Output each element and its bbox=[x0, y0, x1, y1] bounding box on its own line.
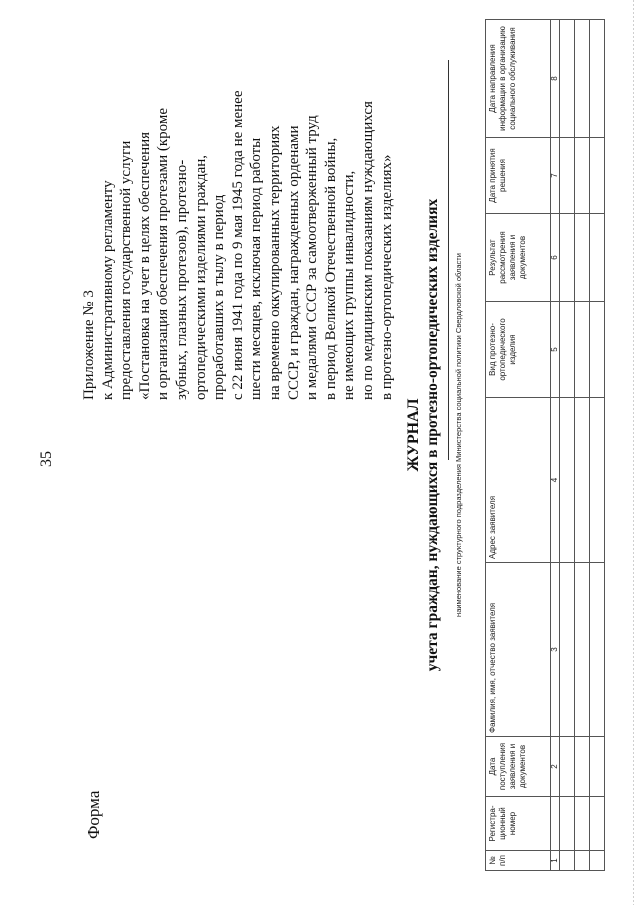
col-number: 3 bbox=[551, 563, 560, 737]
col-header-device-type: Вид протезно-ортопедического изделия bbox=[486, 302, 551, 398]
appendix-line: ортопедическими изделиями граждан, bbox=[192, 154, 209, 400]
appendix-block bbox=[80, 20, 396, 400]
journal-table bbox=[485, 19, 605, 871]
table-row bbox=[560, 20, 575, 871]
col-header-num: № п/п bbox=[486, 851, 551, 871]
dept-caption: наименование структурного подразделения Министерства социальной политики Свердловской области bbox=[454, 253, 463, 617]
appendix-line: в протезно-ортопедических изделиях» bbox=[378, 154, 395, 400]
col-header-reg-number: Регистра-ционный номер bbox=[486, 797, 551, 851]
appendix-line: и организация обеспечения протезами (кроме bbox=[155, 108, 172, 400]
appendix-line: СССР, и граждан, награжденных орденами bbox=[285, 125, 302, 400]
appendix-line: на временно оккупированных территориях bbox=[266, 125, 283, 400]
col-number: 8 bbox=[551, 20, 560, 138]
col-number: 1 bbox=[551, 851, 560, 871]
appendix-line: к Административному регламенту bbox=[99, 180, 116, 400]
appendix-line: но по медицинским показаниям нуждающихся bbox=[359, 101, 376, 400]
appendix-line: в период Великой Отечественной войны, bbox=[322, 137, 339, 400]
appendix-line: и медалями СССР за самоотверженный труд bbox=[304, 115, 321, 400]
table-row bbox=[575, 20, 590, 871]
col-header-address: Адрес заявителя bbox=[486, 398, 551, 563]
appendix-line: Приложение № 3 bbox=[81, 290, 97, 400]
appendix-line: проработавших в тылу в период bbox=[211, 194, 228, 400]
appendix-line: с 22 июня 1941 года по 9 мая 1945 года не менее bbox=[229, 90, 246, 400]
col-header-decision-date: Дата принятия решения bbox=[486, 138, 551, 214]
journal-title: ЖУРНАЛ bbox=[405, 398, 422, 472]
column-number-row bbox=[551, 20, 560, 871]
col-header-info-date: Дата направления информации в организацию социального обслуживания bbox=[486, 20, 551, 138]
col-number: 2 bbox=[551, 737, 560, 797]
form-label: Форма bbox=[84, 790, 103, 839]
appendix-line: не имеющих группы инвалидности, bbox=[341, 170, 358, 400]
col-number: 7 bbox=[551, 138, 560, 214]
page-number: 35 bbox=[38, 451, 55, 467]
col-number bbox=[551, 797, 560, 851]
dept-underline bbox=[448, 60, 449, 460]
col-header-full-name: Фамилия, имя, отчество заявителя bbox=[486, 563, 551, 737]
journal-subtitle: учета граждан, нуждающихся в протезно-ортопедических изделиях bbox=[424, 198, 441, 672]
header-row bbox=[486, 20, 551, 871]
appendix-line: «Постановка на учет в целях обеспечения bbox=[136, 131, 153, 400]
appendix-line: шести месяцев, исключая период работы bbox=[248, 137, 265, 400]
appendix-line: предоставления государственной услуги bbox=[118, 140, 135, 400]
col-number: 5 bbox=[551, 302, 560, 398]
col-header-date-received: Дата поступления заявления и документов bbox=[486, 737, 551, 797]
table-row bbox=[590, 20, 605, 871]
col-number: 4 bbox=[551, 398, 560, 563]
col-number: 6 bbox=[551, 214, 560, 302]
appendix-line: зубных, глазных протезов), протезно- bbox=[173, 159, 190, 400]
col-header-review-result: Результат рассмотрения заявления и документов bbox=[486, 214, 551, 302]
journal-title-block bbox=[404, 35, 442, 835]
